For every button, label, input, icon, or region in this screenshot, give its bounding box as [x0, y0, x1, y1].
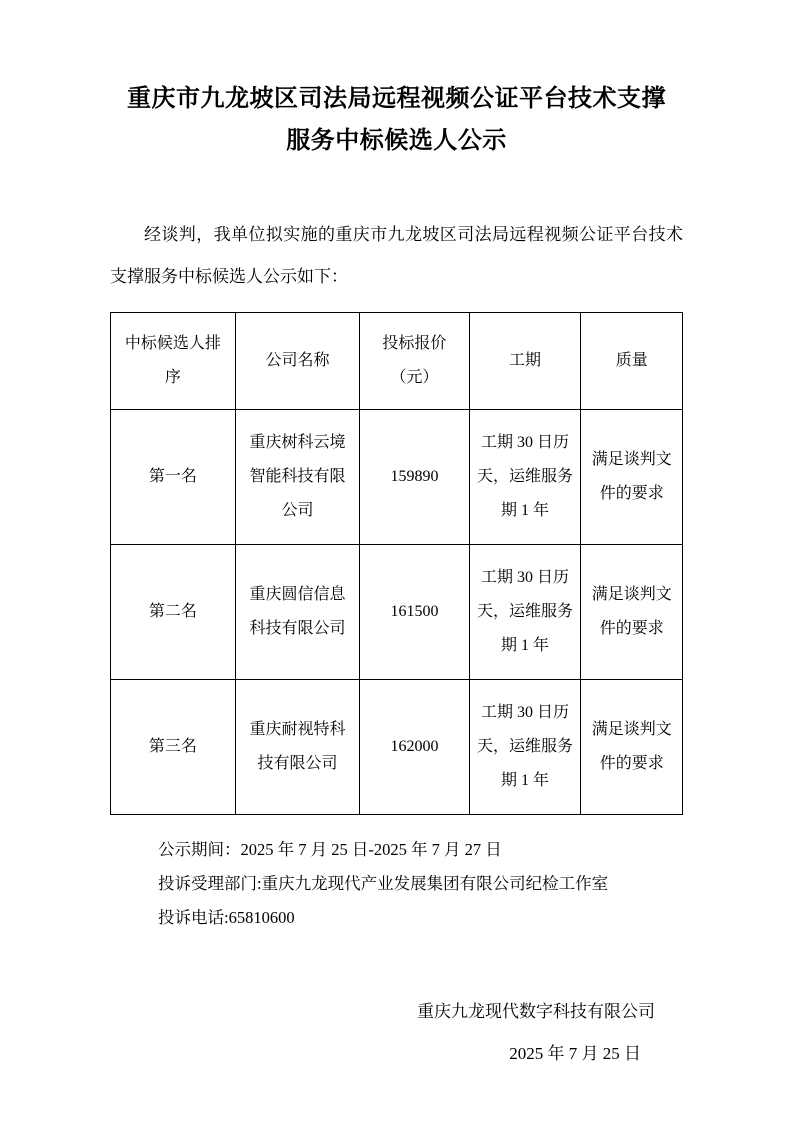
- notes-block: [110, 833, 683, 935]
- cell-quality: 满足谈判文件的要求: [581, 545, 683, 680]
- cell-term: 工期 30 日历天，运维服务期 1 年: [469, 545, 581, 680]
- cell-term: 工期 30 日历天，运维服务期 1 年: [469, 680, 581, 815]
- intro-paragraph: 经谈判，我单位拟实施的重庆市九龙坡区司法局远程视频公证平台技术支撑服务中标候选人公示如下：: [110, 225, 683, 286]
- bid-candidates-table: [110, 312, 683, 815]
- table-header-price: 投标报价（元）: [360, 313, 469, 410]
- signature-date: 2025 年 7 月 25 日: [509, 1044, 641, 1063]
- cell-price: 159890: [360, 410, 469, 545]
- table-header-term: 工期: [469, 313, 581, 410]
- signature-organization: 重庆九龙现代数字科技有限公司: [417, 1002, 655, 1021]
- note-publicity-period: 公示期间：2025 年 7 月 25 日-2025 年 7 月 27 日: [158, 840, 502, 859]
- cell-quality: 满足谈判文件的要求: [581, 410, 683, 545]
- table-row: [111, 680, 683, 815]
- table-header-row: [111, 313, 683, 410]
- cell-price: 161500: [360, 545, 469, 680]
- bid-table-wrapper: [110, 312, 683, 815]
- table-row: [111, 545, 683, 680]
- cell-rank: 第三名: [111, 680, 236, 815]
- table-header-quality: 质量: [581, 313, 683, 410]
- table-header-company: 公司名称: [235, 313, 360, 410]
- cell-company: 重庆树科云境智能科技有限公司: [235, 410, 360, 545]
- page-title: [110, 78, 683, 162]
- note-complaint-department: 投诉受理部门:重庆九龙现代产业发展集团有限公司纪检工作室: [158, 874, 609, 893]
- cell-company: 重庆耐视特科技有限公司: [235, 680, 360, 815]
- cell-term: 工期 30 日历天，运维服务期 1 年: [469, 410, 581, 545]
- cell-rank: 第二名: [111, 545, 236, 680]
- table-header-rank: 中标候选人排序: [111, 313, 236, 410]
- cell-rank: 第一名: [111, 410, 236, 545]
- note-complaint-phone: 投诉电话:65810600: [158, 908, 295, 927]
- cell-company: 重庆圆信信息科技有限公司: [235, 545, 360, 680]
- title-spacer: [110, 162, 683, 214]
- page-title-line-2: 服务中标候选人公示: [286, 128, 507, 154]
- cell-quality: 满足谈判文件的要求: [581, 680, 683, 815]
- signature-block: [110, 991, 683, 1075]
- cell-price: 162000: [360, 680, 469, 815]
- table-row: [111, 410, 683, 545]
- page-title-line-1: 重庆市九龙坡区司法局远程视频公证平台技术支撑: [127, 86, 666, 112]
